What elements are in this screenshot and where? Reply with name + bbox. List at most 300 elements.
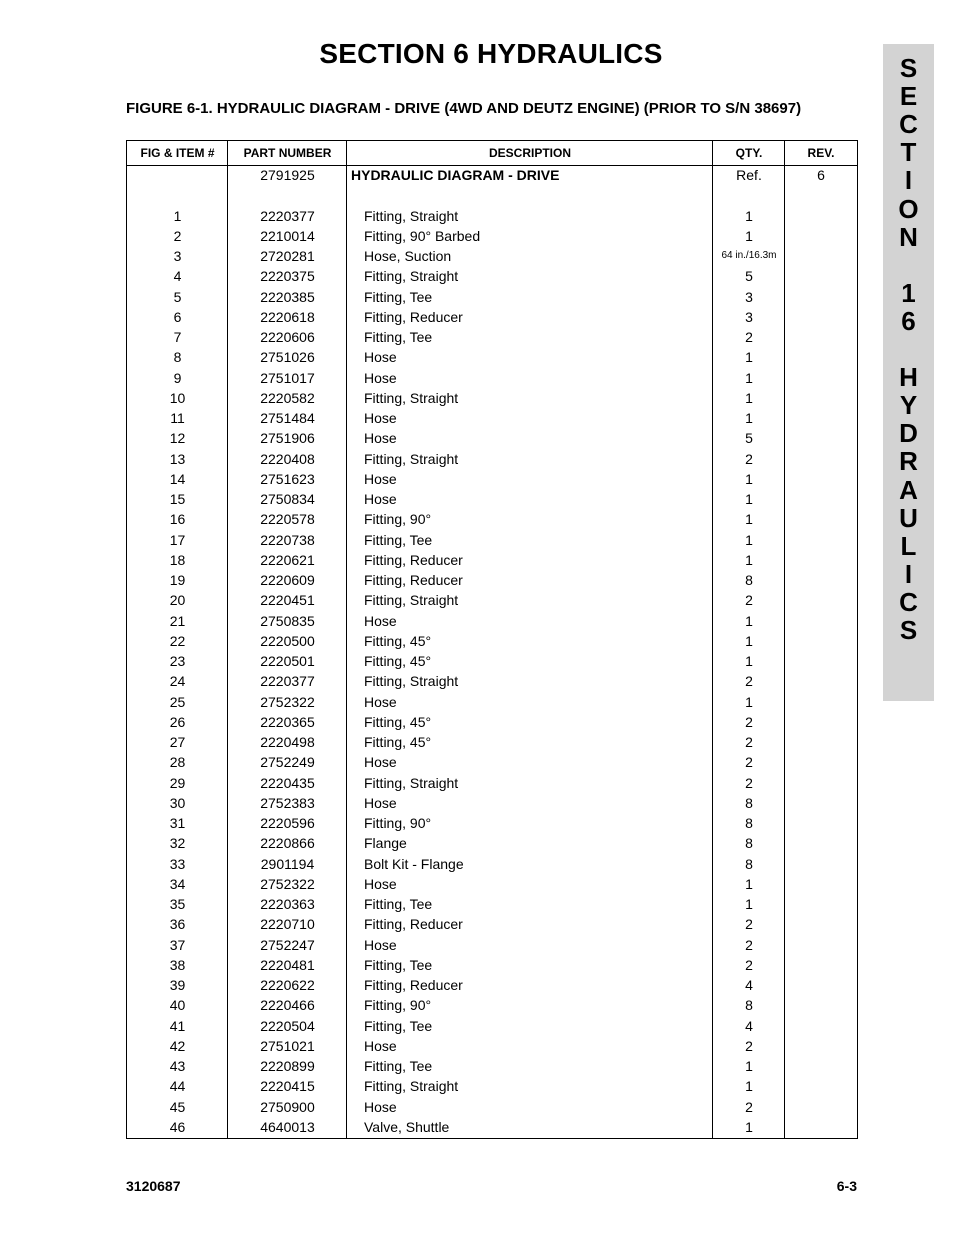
cell-description: Fitting, Straight bbox=[364, 774, 459, 791]
cell-item bbox=[127, 165, 228, 185]
cell-rev bbox=[785, 266, 857, 286]
cell-item: 31 bbox=[169, 815, 186, 831]
figure-title: FIGURE 6-1. HYDRAULIC DIAGRAM - DRIVE (4WD AND DEUTZ ENGINE) (PRIOR TO S/N 38697) bbox=[126, 100, 802, 117]
cell-item: 28 bbox=[169, 754, 186, 771]
side-tab-letter: R bbox=[899, 446, 918, 477]
side-tab-letter: I bbox=[904, 558, 913, 589]
cell-description: Valve, Shuttle bbox=[364, 1118, 450, 1135]
side-tab-letter: L bbox=[900, 530, 917, 561]
cell-rev bbox=[785, 1016, 857, 1036]
cell-description: Hose bbox=[364, 491, 397, 507]
cell-qty: 1 bbox=[745, 349, 753, 366]
table-row bbox=[127, 1117, 857, 1137]
table-row bbox=[127, 692, 857, 712]
table-row bbox=[127, 368, 857, 388]
table-row bbox=[127, 793, 857, 813]
cell-part-number: 2751484 bbox=[260, 410, 315, 426]
cell-item: 35 bbox=[169, 896, 186, 912]
cell-part-number: 2220408 bbox=[260, 450, 315, 467]
cell-description: Bolt Kit - Flange bbox=[364, 855, 464, 872]
side-tab-letter: Y bbox=[899, 390, 918, 421]
cell-qty: 2 bbox=[745, 956, 753, 973]
cell-part-number: 2220451 bbox=[260, 592, 315, 609]
cell-description: Fitting, 90° bbox=[364, 511, 432, 528]
cell-qty: 5 bbox=[745, 430, 753, 447]
cell-part-number: 2752322 bbox=[260, 875, 315, 892]
cell-qty: 2 bbox=[745, 754, 753, 771]
cell-rev bbox=[785, 206, 857, 226]
cell-item: 5 bbox=[173, 288, 182, 305]
side-tab-letter: C bbox=[899, 586, 918, 617]
cell-item: 15 bbox=[169, 491, 186, 507]
cell-description: Hose bbox=[364, 1037, 397, 1054]
table-row bbox=[127, 347, 857, 367]
table-row bbox=[127, 287, 857, 307]
cell-qty: 2 bbox=[745, 592, 753, 609]
cell-qty: 1 bbox=[745, 1078, 753, 1095]
cell-part-number: 2751017 bbox=[260, 369, 315, 386]
side-tab-letter: A bbox=[899, 474, 918, 505]
cell-description: Hose bbox=[364, 1098, 397, 1115]
cell-description: Fitting, Straight bbox=[364, 1078, 459, 1095]
table-row bbox=[127, 1076, 857, 1096]
cell-item: 16 bbox=[169, 511, 186, 528]
cell-item: 6 bbox=[173, 308, 182, 325]
cell-qty: 2 bbox=[745, 936, 753, 953]
cell-part-number: 2751906 bbox=[260, 430, 315, 447]
cell-item: 3 bbox=[173, 248, 182, 264]
cell-description: Fitting, Tee bbox=[364, 1058, 433, 1074]
cell-qty: 4 bbox=[745, 1017, 753, 1034]
table-row bbox=[127, 307, 857, 327]
cell-rev bbox=[785, 611, 857, 631]
cell-part-number: 2220504 bbox=[260, 1017, 315, 1034]
table-row bbox=[127, 428, 857, 448]
table-row bbox=[127, 206, 857, 226]
cell-item: 25 bbox=[169, 693, 186, 710]
cell-part-number: 2220377 bbox=[260, 207, 315, 224]
side-tab-letter: S bbox=[899, 615, 918, 645]
table-row bbox=[127, 975, 857, 995]
cell-qty: 1 bbox=[745, 207, 753, 224]
cell-part-number: 2752249 bbox=[260, 754, 315, 771]
cell-item: 36 bbox=[169, 916, 186, 933]
cell-item: 13 bbox=[169, 450, 186, 467]
cell-rev bbox=[785, 449, 857, 469]
cell-qty: 2 bbox=[745, 774, 753, 791]
table-row bbox=[127, 570, 857, 590]
cell-rev bbox=[785, 1117, 857, 1137]
cell-qty: 1 bbox=[745, 531, 753, 548]
cell-description: Fitting, 45° bbox=[364, 734, 432, 750]
cell-part-number: 2750900 bbox=[260, 1098, 315, 1115]
cell-item: 2 bbox=[173, 227, 182, 244]
cell-item: 1 bbox=[173, 207, 182, 224]
table-row bbox=[127, 1097, 857, 1117]
cell-part-number: 2220365 bbox=[260, 713, 315, 730]
cell-part-number: 2220606 bbox=[260, 329, 315, 345]
cell-qty: 1 bbox=[745, 369, 753, 386]
cell-description: Hose bbox=[364, 430, 397, 447]
cell-part-number: 2220435 bbox=[260, 774, 315, 791]
side-tab-letter: S bbox=[899, 53, 918, 83]
cell-description: Hose bbox=[364, 470, 397, 487]
cell-rev bbox=[785, 287, 857, 307]
table-row bbox=[127, 833, 857, 853]
table-row bbox=[127, 469, 857, 489]
cell-qty: 3 bbox=[745, 288, 753, 305]
cell-part-number: 2220500 bbox=[260, 632, 315, 649]
table-row bbox=[127, 1016, 857, 1036]
cell-part-number: 2220738 bbox=[260, 531, 315, 548]
cell-rev bbox=[785, 752, 857, 772]
table-row bbox=[127, 408, 857, 428]
cell-item: 10 bbox=[169, 389, 186, 406]
cell-rev bbox=[785, 408, 857, 428]
table-row-assembly bbox=[127, 165, 857, 185]
header-fig-item: FIG & ITEM # bbox=[140, 146, 215, 160]
cell-part-number: 2220481 bbox=[260, 956, 315, 973]
cell-part-number: 2752247 bbox=[260, 936, 315, 953]
cell-qty: 64 in./16.3m bbox=[721, 250, 777, 261]
cell-description: Hose bbox=[364, 612, 397, 629]
table-row bbox=[127, 671, 857, 691]
cell-rev bbox=[785, 995, 857, 1015]
cell-item: 8 bbox=[173, 349, 182, 366]
cell-qty: 1 bbox=[745, 551, 753, 568]
cell-part-number: 2220466 bbox=[260, 997, 315, 1014]
cell-item: 37 bbox=[169, 936, 186, 953]
cell-qty: 2 bbox=[745, 673, 753, 690]
cell-description: Fitting, Reducer bbox=[364, 916, 463, 933]
cell-item: 30 bbox=[169, 794, 186, 811]
cell-item: 22 bbox=[169, 632, 186, 649]
cell-rev bbox=[785, 732, 857, 752]
cell-item: 7 bbox=[173, 329, 182, 345]
cell-item: 4 bbox=[173, 268, 182, 285]
cell-description: Fitting, Tee bbox=[364, 896, 433, 912]
cell-part-number: 2752383 bbox=[260, 794, 315, 811]
cell-rev bbox=[785, 368, 857, 388]
cell-rev bbox=[785, 509, 857, 529]
cell-qty: 5 bbox=[745, 268, 753, 285]
cell-rev bbox=[785, 813, 857, 833]
cell-part-number: 2751021 bbox=[260, 1037, 315, 1054]
table-row bbox=[127, 955, 857, 975]
table-row bbox=[127, 246, 857, 266]
cell-item: 20 bbox=[169, 592, 186, 609]
cell-rev bbox=[785, 833, 857, 853]
cell-item: 45 bbox=[169, 1098, 186, 1115]
cell-qty: 4 bbox=[745, 977, 753, 993]
cell-description: Fitting, 45° bbox=[364, 632, 432, 649]
cell-rev bbox=[785, 712, 857, 732]
table-row bbox=[127, 590, 857, 610]
cell-part-number: 2791925 bbox=[260, 167, 315, 183]
cell-description: Hose bbox=[364, 794, 397, 811]
cell-item: 34 bbox=[169, 875, 186, 892]
cell-qty: 3 bbox=[745, 308, 753, 325]
cell-qty: 2 bbox=[745, 329, 753, 345]
cell-item: 40 bbox=[169, 997, 186, 1014]
cell-description: Fitting, Reducer bbox=[364, 977, 463, 993]
side-tab-letter: H bbox=[899, 362, 918, 393]
cell-rev bbox=[785, 1097, 857, 1117]
cell-description: Fitting, Reducer bbox=[364, 551, 463, 568]
table-row bbox=[127, 327, 857, 347]
cell-part-number: 2220609 bbox=[260, 572, 315, 588]
cell-qty: 2 bbox=[745, 734, 753, 750]
cell-qty: 2 bbox=[745, 713, 753, 730]
cell-part-number: 2220866 bbox=[260, 835, 315, 852]
cell-item: 24 bbox=[169, 673, 186, 690]
cell-qty: 1 bbox=[745, 511, 753, 528]
cell-part-number: 2751026 bbox=[260, 349, 315, 366]
cell-description: Fitting, Straight bbox=[364, 450, 459, 467]
cell-part-number: 2220363 bbox=[260, 896, 315, 912]
cell-part-number: 2220899 bbox=[260, 1058, 315, 1074]
cell-part-number: 2752322 bbox=[260, 693, 315, 710]
cell-rev bbox=[785, 975, 857, 995]
cell-item: 33 bbox=[169, 855, 186, 872]
table-row bbox=[127, 631, 857, 651]
cell-description: Fitting, Tee bbox=[364, 531, 433, 548]
side-tab-letter: 1 bbox=[901, 277, 916, 308]
cell-rev bbox=[785, 854, 857, 874]
table-row bbox=[127, 1056, 857, 1076]
cell-item: 21 bbox=[169, 612, 186, 629]
cell-qty: 1 bbox=[745, 653, 753, 669]
cell-part-number: 2220415 bbox=[260, 1078, 315, 1095]
header-description: DESCRIPTION bbox=[488, 146, 571, 160]
cell-item: 42 bbox=[169, 1037, 186, 1054]
table-row bbox=[127, 914, 857, 934]
cell-part-number: 2220618 bbox=[260, 308, 315, 325]
cell-item: 46 bbox=[169, 1118, 186, 1135]
table-row bbox=[127, 935, 857, 955]
cell-qty: 8 bbox=[745, 815, 753, 831]
cell-description: Fitting, 90° bbox=[364, 997, 432, 1014]
cell-description: Fitting, Straight bbox=[364, 673, 459, 690]
cell-part-number: 2220385 bbox=[260, 288, 315, 305]
cell-qty: 1 bbox=[745, 875, 753, 892]
cell-item: 14 bbox=[169, 470, 186, 487]
cell-rev bbox=[785, 570, 857, 590]
cell-part-number: 2220582 bbox=[260, 389, 315, 406]
cell-description: Fitting, Straight bbox=[364, 592, 459, 609]
cell-qty: 1 bbox=[745, 896, 753, 912]
cell-part-number: 2220578 bbox=[260, 511, 315, 528]
side-tab-letter: O bbox=[898, 193, 919, 224]
cell-qty: 2 bbox=[745, 916, 753, 933]
cell-description: Fitting, 45° bbox=[364, 653, 432, 669]
cell-item: 38 bbox=[169, 956, 186, 973]
side-tab-letter: N bbox=[899, 221, 918, 252]
table-row bbox=[127, 874, 857, 894]
cell-part-number: 2750834 bbox=[260, 491, 315, 507]
cell-rev bbox=[785, 793, 857, 813]
cell-rev bbox=[785, 914, 857, 934]
cell-qty: 1 bbox=[745, 693, 753, 710]
cell-description: Fitting, 90° Barbed bbox=[364, 227, 481, 244]
page-number: 6-3 bbox=[836, 1178, 857, 1194]
cell-description: Fitting, 45° bbox=[364, 713, 432, 730]
cell-item: 9 bbox=[173, 369, 182, 386]
cell-qty: 1 bbox=[745, 1058, 753, 1074]
cell-qty: 1 bbox=[745, 632, 753, 649]
table-row bbox=[127, 226, 857, 246]
cell-part-number: 2220621 bbox=[260, 551, 315, 568]
cell-part-number: 2901194 bbox=[260, 855, 315, 872]
cell-description: Fitting, Tee bbox=[364, 956, 433, 973]
side-tab-letter: T bbox=[900, 137, 917, 168]
cell-rev bbox=[785, 874, 857, 894]
table-row bbox=[127, 651, 857, 671]
cell-rev bbox=[785, 692, 857, 712]
cell-qty: 2 bbox=[745, 1037, 753, 1054]
cell-qty: 1 bbox=[745, 1118, 753, 1135]
cell-rev bbox=[785, 226, 857, 246]
cell-description: HYDRAULIC DIAGRAM - DRIVE bbox=[351, 167, 560, 183]
cell-item: 41 bbox=[169, 1017, 186, 1034]
cell-qty: 8 bbox=[745, 794, 753, 811]
cell-description: Hose bbox=[364, 754, 397, 771]
cell-description: Fitting, 90° bbox=[364, 815, 432, 831]
cell-rev bbox=[785, 651, 857, 671]
cell-rev bbox=[785, 428, 857, 448]
cell-description: Hose bbox=[364, 875, 397, 892]
cell-part-number: 2220375 bbox=[260, 268, 315, 285]
table-row bbox=[127, 712, 857, 732]
cell-description: Hose bbox=[364, 410, 397, 426]
cell-item: 11 bbox=[170, 410, 185, 426]
table-row bbox=[127, 449, 857, 469]
table-row bbox=[127, 1036, 857, 1056]
cell-qty: 8 bbox=[745, 572, 753, 588]
cell-rev bbox=[785, 1056, 857, 1076]
cell-item: 29 bbox=[169, 774, 186, 791]
cell-part-number: 2220710 bbox=[260, 916, 315, 933]
cell-description: Hose bbox=[364, 936, 397, 953]
cell-part-number: 2720281 bbox=[260, 248, 315, 264]
cell-description: Hose bbox=[364, 369, 397, 386]
header-rev: REV. bbox=[807, 146, 835, 160]
table-row bbox=[127, 266, 857, 286]
side-tab-letter: C bbox=[899, 109, 918, 140]
table-row bbox=[127, 854, 857, 874]
side-tab-letter: U bbox=[899, 502, 918, 533]
cell-part-number: 2751623 bbox=[260, 470, 315, 487]
header-qty: QTY. bbox=[735, 146, 763, 160]
cell-qty: 8 bbox=[745, 855, 753, 872]
table-row bbox=[127, 611, 857, 631]
cell-item: 23 bbox=[169, 653, 186, 669]
cell-part-number: 2750835 bbox=[260, 612, 315, 629]
cell-qty: 1 bbox=[745, 389, 753, 406]
cell-qty: 1 bbox=[745, 612, 753, 629]
cell-rev bbox=[785, 327, 857, 347]
cell-rev bbox=[785, 590, 857, 610]
cell-item: 26 bbox=[169, 713, 186, 730]
cell-rev bbox=[785, 388, 857, 408]
cell-description: Fitting, Straight bbox=[364, 389, 459, 406]
cell-rev: 6 bbox=[817, 167, 825, 183]
cell-description: Hose, Suction bbox=[364, 248, 452, 264]
side-tab-letter: E bbox=[899, 81, 918, 112]
cell-description: Fitting, Straight bbox=[364, 207, 459, 224]
table-row bbox=[127, 550, 857, 570]
table-row bbox=[127, 509, 857, 529]
side-tab-letter: I bbox=[904, 165, 913, 196]
cell-qty: 2 bbox=[745, 450, 753, 467]
cell-part-number: 2220377 bbox=[260, 673, 315, 690]
cell-item: 27 bbox=[169, 734, 186, 750]
cell-description: Hose bbox=[364, 693, 397, 710]
cell-part-number: 4640013 bbox=[260, 1118, 315, 1135]
cell-qty: Ref. bbox=[736, 167, 762, 183]
cell-item: 18 bbox=[169, 551, 186, 568]
table-row bbox=[127, 489, 857, 509]
cell-qty: 8 bbox=[745, 997, 753, 1014]
page-title: SECTION 6 HYDRAULICS bbox=[319, 38, 663, 69]
cell-rev bbox=[785, 307, 857, 327]
cell-item: 39 bbox=[169, 977, 186, 993]
cell-item: 44 bbox=[169, 1078, 186, 1095]
parts-table bbox=[126, 140, 858, 1139]
cell-item: 43 bbox=[169, 1058, 186, 1074]
cell-rev bbox=[785, 894, 857, 914]
cell-qty: 2 bbox=[745, 1098, 753, 1115]
side-tab-letter: 6 bbox=[901, 305, 916, 336]
cell-description: Fitting, Tee bbox=[364, 1017, 433, 1034]
cell-rev bbox=[785, 773, 857, 793]
cell-part-number: 2220501 bbox=[260, 653, 315, 669]
section-side-tab bbox=[883, 44, 934, 701]
table-row bbox=[127, 530, 857, 550]
cell-rev bbox=[785, 631, 857, 651]
cell-qty: 8 bbox=[745, 835, 753, 852]
cell-rev bbox=[785, 347, 857, 367]
cell-description: Fitting, Reducer bbox=[364, 308, 463, 325]
cell-part-number: 2210014 bbox=[260, 227, 315, 244]
table-row bbox=[127, 388, 857, 408]
table-row bbox=[127, 773, 857, 793]
cell-item: 32 bbox=[169, 835, 186, 852]
table-row bbox=[127, 894, 857, 914]
cell-part-number: 2220622 bbox=[260, 977, 315, 993]
header-part-number: PART NUMBER bbox=[243, 146, 332, 160]
cell-rev bbox=[785, 550, 857, 570]
cell-part-number: 2220596 bbox=[260, 815, 315, 831]
table-row bbox=[127, 752, 857, 772]
cell-description: Flange bbox=[364, 835, 407, 852]
cell-description: Fitting, Tee bbox=[364, 329, 433, 345]
cell-qty: 1 bbox=[745, 491, 753, 507]
document-number: 3120687 bbox=[126, 1178, 181, 1194]
cell-description: Hose bbox=[364, 349, 397, 366]
cell-rev bbox=[785, 955, 857, 975]
cell-item: 17 bbox=[169, 531, 186, 548]
table-row bbox=[127, 995, 857, 1015]
cell-rev bbox=[785, 671, 857, 691]
cell-qty: 1 bbox=[745, 410, 753, 426]
cell-qty: 1 bbox=[745, 227, 753, 244]
cell-part-number: 2220498 bbox=[260, 734, 315, 750]
cell-description: Fitting, Reducer bbox=[364, 572, 463, 588]
table-row bbox=[127, 813, 857, 833]
cell-rev bbox=[785, 469, 857, 489]
cell-description: Fitting, Straight bbox=[364, 268, 459, 285]
